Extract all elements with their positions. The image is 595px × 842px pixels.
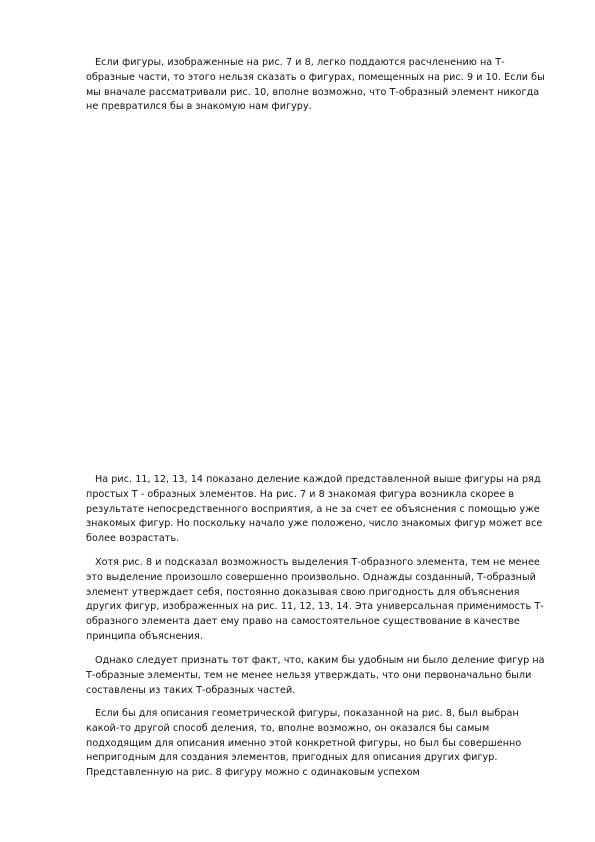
- paragraph-5: Если бы для описания геометрической фигуры, показанной на рис. 8, был выбран какой-то другой способ деления, то, вполне возможно, он оказался бы самым подходящим для описания именно этой конкретной фигуры, но был бы совершенно непригодным для создания элементов, пригодных для описания других фигур. Представленную на рис. 8 фигуру можно с одинаковым успехом: [86, 708, 522, 779]
- paragraph-1: Если фигуры, изображенные на рис. 7 и 8, легко поддаются расчленению на Т-образные части, то этого нельзя сказать о фигурах, помещенных на рис. 9 и 10. Если бы мы вначале рассматривали рис. 10, вполне возможно, что Т-образный элемент никогда не превратился бы в знакомую нам фигуру.: [86, 57, 545, 113]
- paragraph-2: На рис. 11, 12, 13, 14 показано деление каждой представленной выше фигуры на ряд простых Т - образных элементов. На рис. 7 и 8 знакомая фигура возникла скорее в результате непосредственного восприятия, а не за счет ее объяснения с помощью уже знакомых фигур. Но поскольку начало уже положено, число знакомых фигур может все более возрастать.: [86, 474, 543, 545]
- paragraph-3: Хотя рис. 8 и подсказал возможность выделения Т-образного элемента, тем не менее это выделение произошло совершенно произвольно. Однажды созданный, Т-образный элемент утверждает себя, постоянно доказывая свою пригодность для объяснения других фигур, изображенных на рис. 11, 12, 13, 14. Эта универсальная применимость Т-образного элемента дает ему право на самостоятельное существование в качестве принципа объяснения.: [86, 557, 544, 642]
- paragraph-4: Однако следует признать тот факт, что, каким бы удобным ни было деление фигур на Т-образные элементы, тем не менее нельзя утверждать, что они первоначально были составлены из таких Т-образных частей.: [86, 655, 545, 696]
